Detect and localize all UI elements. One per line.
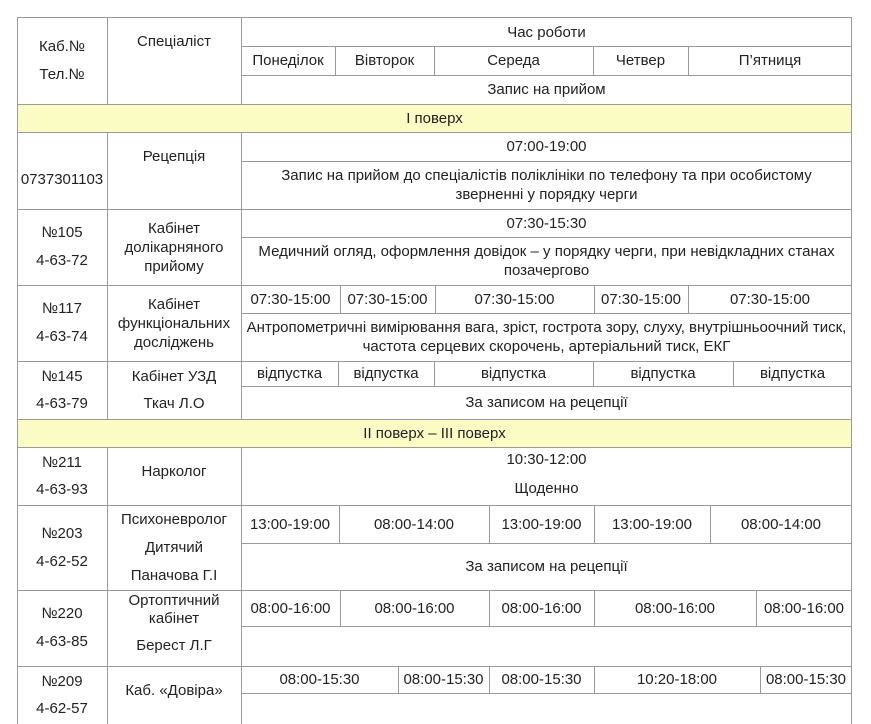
grid-line (107, 17, 108, 104)
room220-monday: 08:00-16:00 (250, 599, 331, 617)
grid-line (335, 46, 336, 75)
grid-line (340, 590, 341, 626)
room203-specialist: Психоневролог Дитячий Паначова Г.І (120, 510, 228, 584)
grid-line (17, 666, 852, 667)
grid-line (17, 419, 852, 420)
room211-specialist: Нарколог (141, 462, 207, 480)
grid-line (17, 505, 852, 506)
grid-line (489, 505, 490, 543)
room203-tuesday: 08:00-14:00 (373, 515, 455, 533)
room117-wednesday: 07:30-15:00 (474, 290, 555, 308)
grid-line (107, 447, 108, 724)
grid-line (17, 17, 852, 18)
room145-note: За записом на рецепції (465, 394, 628, 411)
grid-line (760, 666, 761, 693)
room117-tuesday: 07:30-15:00 (347, 290, 428, 308)
grid-line (241, 543, 852, 544)
grid-line (107, 132, 108, 419)
reception-specialist: Рецепція (142, 148, 206, 165)
grid-line (241, 46, 852, 47)
grid-line (851, 17, 852, 724)
grid-line (339, 505, 340, 543)
grid-line (688, 285, 689, 313)
grid-line (241, 132, 242, 419)
room209-specialist: Каб. «Довіра» (125, 681, 223, 699)
room203-wednesday: 13:00-19:00 (501, 515, 582, 533)
grid-line (17, 104, 852, 105)
room220-tuesday: 08:00-16:00 (374, 599, 455, 617)
room203-cab-tel: №203 4-62-52 (36, 524, 88, 570)
room211-hours: 10:30-12:00 (506, 450, 587, 468)
room117-cab-tel: №117 4-63-74 (36, 300, 88, 345)
grid-line (756, 590, 757, 626)
grid-line (17, 132, 852, 133)
header-cab-tel: Каб.№ Тел.№ (39, 38, 85, 83)
floor-2-3-row (17, 419, 852, 447)
room145-cab-tel: №145 4-63-79 (36, 368, 88, 412)
room209-thursday: 10:20-18:00 (636, 671, 718, 688)
grid-line (688, 46, 689, 75)
header-appointment: Запис на прийом (487, 81, 606, 98)
grid-line (241, 75, 852, 76)
grid-line (594, 590, 595, 626)
grid-line (17, 17, 18, 724)
grid-line (17, 209, 852, 210)
grid-line (338, 361, 339, 386)
grid-line (710, 505, 711, 543)
room145-tuesday: відпустка (353, 365, 419, 382)
room209-friday: 08:00-15:30 (765, 671, 847, 688)
room145-thursday: відпустка (630, 365, 696, 382)
grid-line (241, 386, 852, 387)
room117-monday: 07:30-15:00 (250, 290, 331, 308)
room203-thursday: 13:00-19:00 (611, 515, 693, 533)
room203-note: За записом на рецепції (465, 558, 628, 575)
room220-cab-tel: №220 4-63-85 (36, 605, 88, 650)
grid-line (594, 505, 595, 543)
room105-specialist: Кабінет долікарняного прийому (124, 219, 224, 275)
reception-hours: 07:00-19:00 (506, 138, 587, 155)
room145-monday: відпустка (256, 365, 323, 382)
grid-line (594, 285, 595, 313)
grid-line (435, 285, 436, 313)
room105-hours: 07:30-15:30 (506, 214, 587, 232)
room145-specialist: Кабінет УЗД Ткач Л.О (131, 368, 217, 412)
grid-line (241, 693, 852, 694)
grid-line (398, 666, 399, 693)
floor-2-3-label: ІІ поверх – ІІІ поверх (363, 424, 506, 442)
grid-line (17, 590, 852, 591)
floor-1-row (17, 104, 852, 132)
room105-note: Медичний огляд, оформлення довідок – у порядку черги, при невідкладних станах позачергово (258, 243, 835, 279)
room117-friday: 07:30-15:00 (729, 290, 811, 308)
grid-line (593, 361, 594, 386)
room117-specialist: Кабінет функціональних досліджень (117, 295, 231, 351)
reception-note: Запис на прийом до спеціалістів поліклініки по телефону та при особистому зверненні у порядку черги (281, 167, 812, 203)
room203-friday: 08:00-14:00 (740, 515, 822, 533)
grid-line (593, 46, 594, 75)
room105-cab-tel: №105 4-63-72 (36, 224, 88, 269)
grid-line (241, 313, 852, 314)
grid-line (489, 590, 490, 626)
header-specialist: Спеціаліст (136, 33, 212, 50)
room145-friday: відпустка (759, 365, 826, 382)
room220-thursday: 08:00-16:00 (634, 599, 716, 617)
room211-note: Щоденно (514, 479, 579, 497)
grid-line (434, 46, 435, 75)
room209-tuesday: 08:00-15:30 (403, 671, 484, 688)
grid-line (241, 17, 242, 104)
floor-1-label: І поверх (406, 109, 463, 127)
grid-line (434, 361, 435, 386)
room209-cab-tel: №209 4-62-57 (36, 673, 88, 717)
room209-monday: 08:00-15:30 (279, 671, 360, 688)
header-tuesday: Вівторок (354, 52, 415, 69)
header-thursday: Четвер (615, 52, 666, 69)
room220-note (241, 626, 852, 666)
room220-specialist: Ортоптичний кабінет Берест Л.Г (128, 592, 220, 654)
header-work-hours: Час роботи (507, 23, 586, 41)
grid-line (241, 237, 852, 238)
room145-wednesday: відпустка (480, 365, 547, 382)
header-monday: Понеділок (252, 52, 324, 69)
header-wednesday: Середа (487, 52, 540, 69)
room209-wednesday: 08:00-15:30 (501, 671, 582, 688)
room211-cab-tel: №211 4-63-93 (36, 454, 88, 498)
grid-line (489, 666, 490, 693)
room220-wednesday: 08:00-16:00 (501, 599, 582, 617)
room117-note: Антропометричні вимірювання вага, зріст, гострота зору, слуху, внутрішньоочний тиск, частота серцевих скорочень, артеріальний тиск, ЕКГ (246, 319, 847, 355)
room117-thursday: 07:30-15:00 (600, 290, 682, 308)
header-friday: П’ятниця (738, 52, 802, 69)
grid-line (241, 447, 242, 724)
grid-line (594, 666, 595, 693)
room220-friday: 08:00-16:00 (763, 599, 845, 617)
grid-line (241, 626, 852, 627)
grid-line (241, 161, 852, 162)
grid-line (17, 447, 852, 448)
grid-line (733, 361, 734, 386)
reception-cab-tel: 0737301103 (20, 171, 104, 188)
grid-line (340, 285, 341, 313)
room203-monday: 13:00-19:00 (249, 515, 331, 533)
